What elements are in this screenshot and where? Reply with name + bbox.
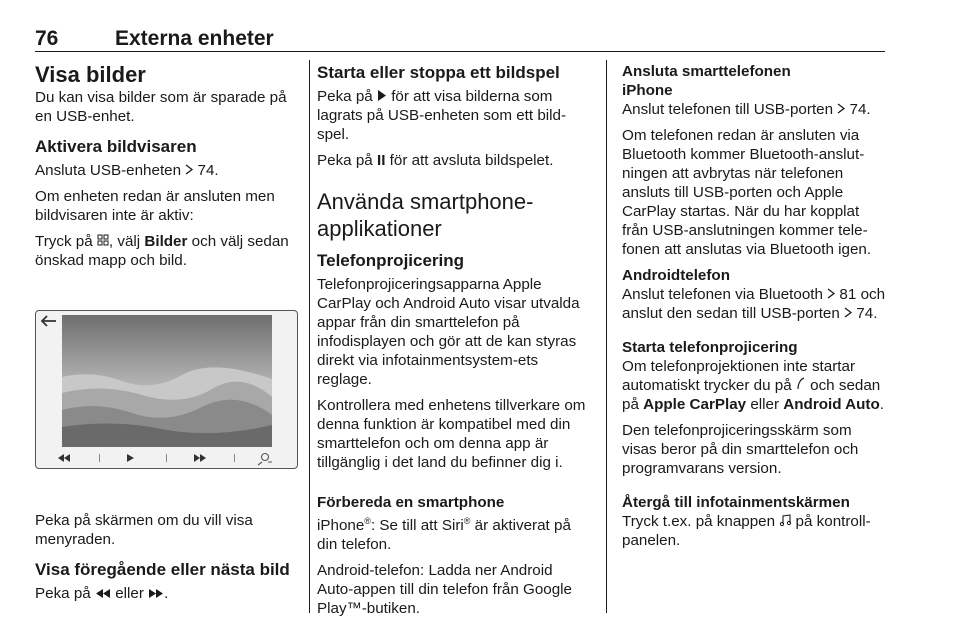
pause-icon: II bbox=[376, 152, 386, 169]
page-number: 76 bbox=[35, 27, 59, 50]
tap-screen-paragraph: Peka på skärmen om du vill visa menyraden. bbox=[35, 512, 253, 548]
rewind-icon bbox=[95, 589, 111, 598]
fast-forward-icon bbox=[148, 589, 164, 598]
subheading-return: Återgå till infotainmentskärmen bbox=[622, 494, 850, 511]
subheading-iphone: iPhone bbox=[622, 82, 673, 99]
subheading-start: Starta telefonprojicering bbox=[622, 339, 798, 356]
pause-paragraph: Peka på II för att avsluta bildspelet. bbox=[317, 152, 554, 169]
page-ref-icon bbox=[185, 164, 193, 175]
page-ref-icon bbox=[844, 307, 852, 318]
press-paragraph: Tryck på , välj Bilder och välj sedan önskad mapp och bild. bbox=[35, 233, 289, 269]
play-icon bbox=[377, 90, 387, 101]
previous-icon bbox=[58, 454, 70, 462]
subheading-prepare: Förbereda en smartphone bbox=[317, 494, 505, 511]
page-header bbox=[35, 27, 885, 52]
section-title-apps: Använda smartphone-applikationer bbox=[317, 189, 534, 241]
iphone-paragraph: iPhone®: Se till att Siri® är aktiverat på din telefon. bbox=[317, 516, 571, 554]
connect-usb-paragraph: Ansluta USB-enheten 74. bbox=[35, 162, 219, 179]
start-paragraph: Om telefonprojektionen inte startar automatiskt trycker du på och sedan på Apple CarPlay eller Android Auto. bbox=[622, 358, 884, 413]
section-title-view-images: Visa bilder bbox=[35, 62, 146, 87]
play-paragraph: Peka på för att visa bilderna som lagrats på USB-enheten som ett bild-spel. bbox=[317, 88, 567, 143]
music-note-icon bbox=[779, 514, 791, 526]
zoom-icon bbox=[258, 454, 272, 466]
if-connected-paragraph: Om enheten redan är ansluten men bildvisaren inte är aktiv: bbox=[35, 188, 275, 224]
play-icon bbox=[127, 454, 134, 462]
chapter-title: Externa enheter bbox=[115, 27, 274, 50]
image-viewer-illustration bbox=[35, 310, 298, 469]
bluetooth-paragraph: Om telefonen redan är ansluten via Bluetooth kommer Bluetooth-anslut-ningen att avbrytas när telefonen ansluts till USB-porten och Apple CarPlay startas. När du har kopplat från USB-anslutningen kommer tele-fonen att anslutas via Bluetooth igen. bbox=[622, 127, 872, 258]
page-ref-icon bbox=[827, 288, 835, 299]
phone-projection-icon bbox=[796, 377, 806, 390]
subheading-android: Androidtelefon bbox=[622, 267, 730, 284]
column-2 bbox=[317, 62, 589, 625]
android-paragraph: Android-telefon: Ladda ner Android Auto-appen till din telefon från Google Play™-butiken. bbox=[317, 562, 572, 618]
page-ref-icon bbox=[837, 103, 845, 114]
android-connect-paragraph: Anslut telefonen via Bluetooth 81 och anslut den sedan till USB-porten 74. bbox=[622, 286, 886, 322]
column-divider bbox=[309, 60, 310, 613]
next-icon bbox=[194, 454, 206, 462]
subheading-projection: Telefonprojicering bbox=[317, 251, 465, 270]
subheading-prev-next: Visa föregående eller nästa bild bbox=[35, 560, 290, 579]
check-paragraph: Kontrollera med enhetens tillverkare om denna funktion är kompatibel med din smarttelefon och om denna app är tillgänglig i det land du befinner dig i. bbox=[317, 397, 586, 471]
viewer-control-bar bbox=[36, 448, 297, 468]
return-paragraph: Tryck t.ex. på knappen på kontroll-panelen. bbox=[622, 513, 871, 549]
subheading-slideshow: Starta eller stoppa ett bildspel bbox=[317, 63, 560, 82]
screen-version-paragraph: Den telefonprojiceringsskärm som visas beror på din smarttelefon och programvarans version. bbox=[622, 422, 859, 477]
column-1-lower bbox=[35, 511, 299, 603]
column-3 bbox=[622, 62, 888, 550]
back-arrow-icon bbox=[40, 314, 58, 328]
iphone-connect-paragraph: Anslut telefonen till USB-porten 74. bbox=[622, 101, 871, 118]
projection-paragraph: Telefonprojiceringsapparna Apple CarPlay och Android Auto visar utvalda appar från din smarttelefon på infodisplayen och gör att de kan styras direkt via infotainmentsystem-ets reglage. bbox=[317, 276, 580, 388]
intro-paragraph: Du kan visa bilder som är sparade på en USB-enhet. bbox=[35, 89, 287, 125]
column-1 bbox=[35, 62, 299, 277]
subheading-connect: Ansluta smarttelefonen bbox=[622, 63, 791, 80]
subheading-activate: Aktivera bildvisaren bbox=[35, 137, 197, 156]
column-divider bbox=[606, 60, 607, 613]
prev-next-paragraph: Peka på eller . bbox=[35, 585, 169, 602]
mountain-photo bbox=[62, 315, 272, 447]
home-grid-icon bbox=[97, 234, 109, 246]
